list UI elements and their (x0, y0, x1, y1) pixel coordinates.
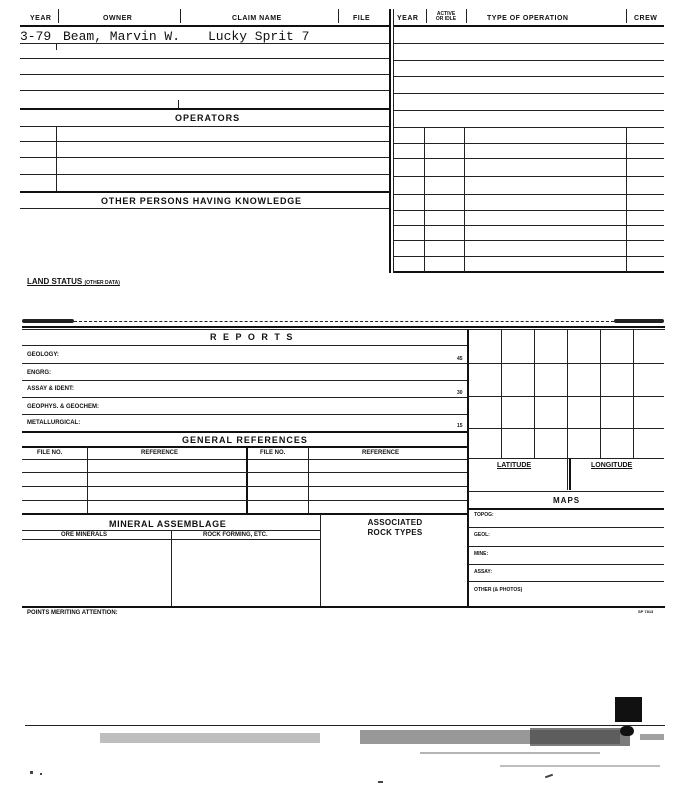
latitude-label: LATITUDE (497, 462, 532, 469)
rock-forming-label: ROCK FORMING, ETC. (203, 532, 268, 538)
ore-minerals-label: ORE MINERALS (61, 532, 108, 538)
gr-reference-2: REFERENCE (362, 450, 400, 456)
maps-other: OTHER (& PHOTOS) (474, 587, 523, 593)
entry-owner: Beam, Marvin W. (63, 29, 181, 44)
header-type-of-operation: TYPE OF OPERATION (487, 15, 569, 22)
gr-reference-1: REFERENCE (141, 450, 179, 456)
longitude-label: LONGITUDE (591, 462, 633, 469)
land-status-label: LAND STATUS (OTHER DATA) (27, 277, 120, 286)
gr-file-no-2: FILE NO. (260, 450, 286, 456)
header-year: YEAR (30, 15, 52, 22)
mineral-assemblage-title: MINERAL ASSEMBLAGE (109, 519, 227, 529)
maps-topog: TOPOG: (474, 512, 494, 518)
general-references-title: GENERAL REFERENCES (182, 435, 308, 445)
report-geophys: GEOPHYS. & GEOCHEM: (27, 404, 100, 410)
associated-rock-types-label: ASSOCIATED ROCK TYPES (367, 518, 423, 537)
operators-label: OPERATORS (175, 113, 241, 123)
report-metallurgical: METALLURGICAL: (27, 420, 81, 426)
entry-year: 3-79 (20, 29, 52, 44)
header-claim-name: CLAIM NAME (232, 15, 282, 22)
report-geology-num: 45 (457, 356, 463, 362)
report-assay: ASSAY & IDENT: (27, 386, 75, 392)
reports-title: R E P O R T S (210, 332, 295, 342)
gr-file-no-1: FILE NO. (37, 450, 63, 456)
entry-claim: Lucky Sprit 7 (208, 29, 310, 44)
header-crew: CREW (634, 15, 658, 22)
points-meriting-attention-label: POINTS MERITING ATTENTION: (27, 610, 118, 616)
report-assay-num: 30 (457, 390, 463, 396)
report-geology: GEOLOGY: (27, 352, 59, 358)
report-metallurgical-num: 15 (457, 423, 463, 429)
header-file: FILE (353, 15, 371, 22)
report-engrg: ENGRG: (27, 370, 51, 376)
maps-geol: GEOL: (474, 532, 490, 538)
form-number: SP 7813 (638, 609, 654, 614)
maps-assay: ASSAY: (474, 569, 493, 575)
header-year-2: YEAR (397, 15, 419, 22)
maps-mine: MINE: (474, 551, 489, 557)
header-active-or-idle: ACTIVE OR IDLE (435, 11, 457, 22)
other-persons-label: OTHER PERSONS HAVING KNOWLEDGE (101, 196, 302, 206)
maps-title: MAPS (553, 496, 581, 505)
header-owner: OWNER (103, 15, 133, 22)
